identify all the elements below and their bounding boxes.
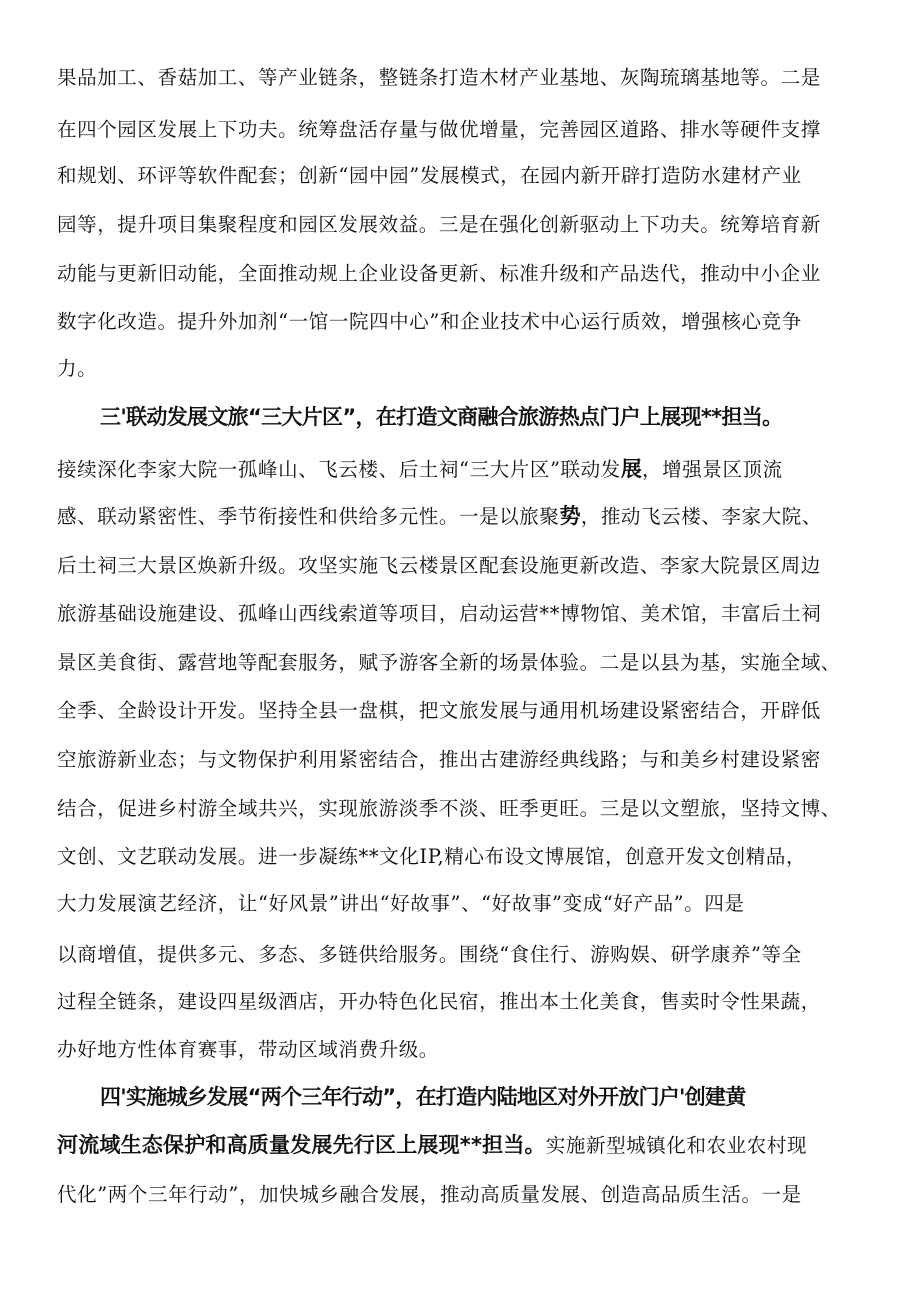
body-text-line [57, 455, 867, 484]
body-text-line: 景区美食街、露营地等配套服务，赋予游客全新的场景体验。二是以县为基，实施全域、 [57, 651, 841, 674]
body-text-line: 数字化改造。提升外加剂“一馆一院四中心”和企业技术中心运行质效，增强核心竞争 [57, 310, 802, 333]
body-text-line: 办好地方性体育赛事，带动区域消费升级。 [57, 1038, 439, 1061]
body-text-line: 代化”两个三年行动”，加快城乡融合发展，推动高质量发展、创造高品质生活。一是 [57, 1183, 802, 1206]
body-text-line: 大力发展演艺经济，让“好风景”讲出“好故事”、“好故事”变成“好产品”。四是 [57, 892, 745, 915]
body-text-line: 空旅游新业态；与文物保护利用紧密结合，推出古建游经典线路；与和美乡村建设紧密 [57, 748, 821, 771]
body-text-line: 和规划、环评等软件配套；创新“园中园”发展模式，在园内新开辟打造防水建材产业 [57, 164, 802, 187]
body-text-line: 园等，提升项目集聚程度和园区发展效益。三是在强化创新驱动上下功夫。统筹培育新 [57, 213, 821, 236]
body-text-line: 果品加工、香菇加工、等产业链条，整链条打造木材产业基地、灰陶琉璃基地等。二是 [57, 66, 821, 89]
text-run: ，推动飞云楼、李家大院、 [580, 505, 822, 528]
text-run: 实施新型城镇化和农业农村现 [545, 1134, 808, 1157]
text-run: 感、联动紧密性、季节衔接性和供给多元性。一是以旅聚 [57, 505, 560, 528]
body-text-line: 文创、文艺联动发展。进一步凝练**文化IP,精心布设文博展馆，创意开发文创精品， [57, 845, 807, 868]
section-heading: 四'实施城乡发展“两个三年行动”，在打造内陆地区对外开放门户'创建黄 [100, 1085, 746, 1109]
body-text-line: 动能与更新旧动能，全面推动规上企业设备更新、标准升级和产品迭代，推动中小企业 [57, 262, 821, 285]
body-text-line: 后土祠三大景区焕新升级。攻坚实施飞云楼景区配套设施更新改造、李家大院景区周边 [57, 554, 821, 577]
bold-char: 势 [559, 504, 581, 528]
bold-char: 展 [620, 457, 643, 481]
body-text-line: 结合，促进乡村游全域共兴，实现旅游淡季不淡、旺季更旺。三是以文塑旅，坚持文博、 [57, 797, 841, 820]
body-text-line [57, 1131, 867, 1160]
body-text-line: 在四个园区发展上下功夫。统筹盘活存量与做优增量，完善园区道路、排水等硬件支撑 [57, 118, 821, 141]
body-text-line: 力。 [57, 357, 98, 380]
body-text-line: 旅游基础设施建设、孤峰山西线索道等项目，启动运营**博物馆、美术馆，丰富后土祠 [57, 602, 822, 625]
body-text-line: 过程全链条，建设四星级酒店，开办特色化民宿，推出本土化美食，售卖时令性果蔬， [57, 990, 821, 1013]
body-text-line: 全季、全龄设计开发。坚持全县一盘棋，把文旅发展与通用机场建设紧密结合，开辟低 [57, 699, 821, 722]
body-text-line: 以商增值，提供多元、多态、多链供给服务。围绕“食住行、游购娱、研学康养”等全 [57, 943, 802, 966]
section-heading: 三'联动发展文旅“三大片区”，在打造文商融合旅游热点门户上展现**担当。 [100, 405, 783, 429]
text-run: ，增强景区顶流 [642, 458, 783, 481]
section-heading-continued: 河流域生态保护和高质量发展先行区上展现**担当。 [57, 1133, 546, 1157]
body-text-line [57, 502, 867, 531]
text-run: 接续深化李家大院一孤峰山、飞云楼、后土祠“三大片区”联动发 [57, 458, 621, 481]
